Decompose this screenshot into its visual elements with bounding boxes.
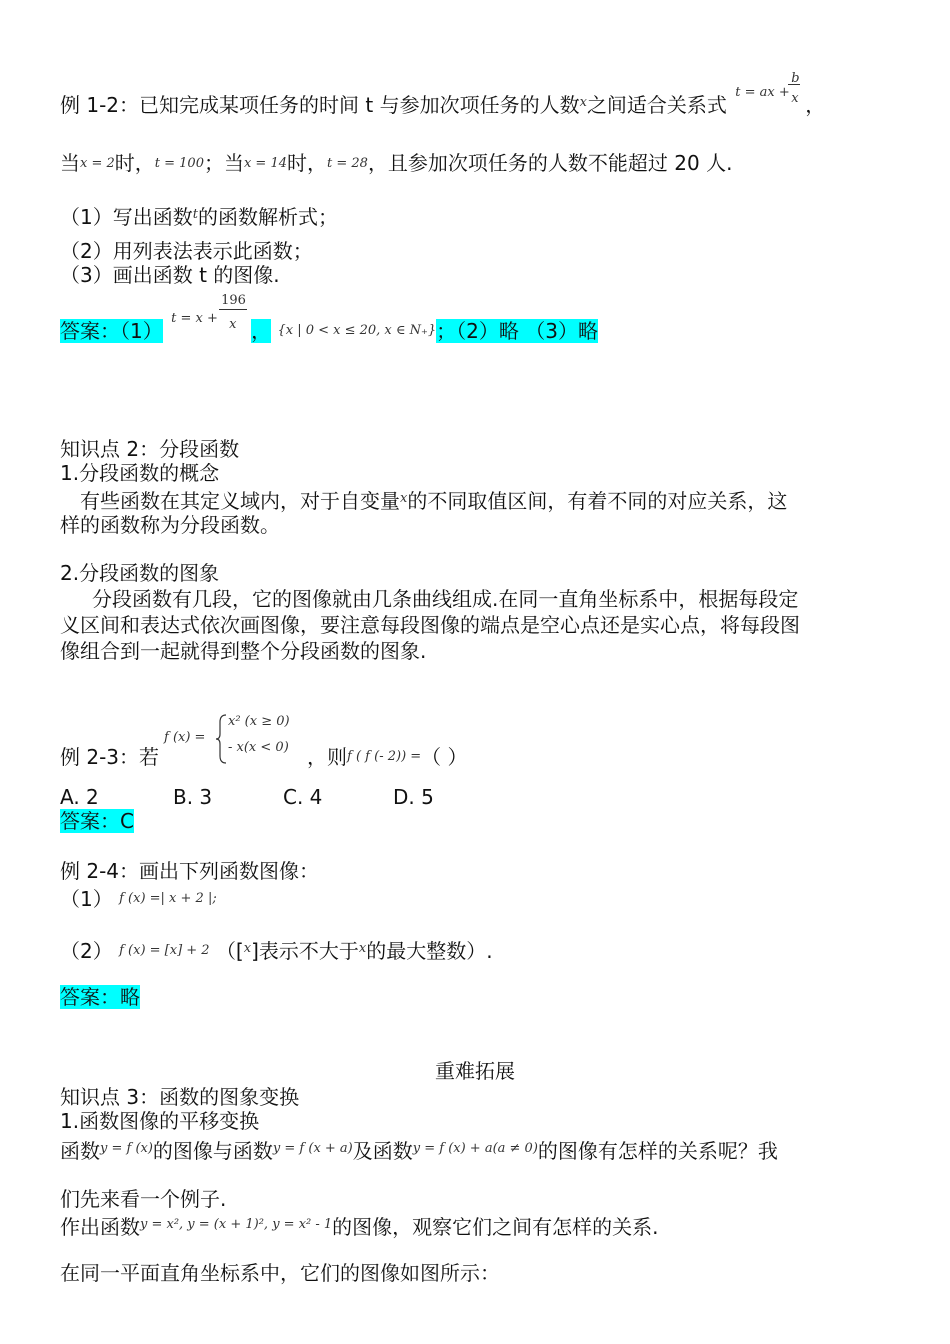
kp2-s1b: 的不同取值区间，有着不同的对应关系，这	[407, 489, 788, 513]
ex24-part1	[60, 886, 217, 912]
kp3-l1d: 的图像有怎样的关系呢？我	[537, 1139, 778, 1163]
ex12-l2d: 时，	[287, 151, 327, 175]
kp3-s1-title: 1.函数图像的平移变换	[60, 1109, 260, 1133]
kp3-line4: 在同一平面直角坐标系中，它们的图像如图所示：	[60, 1261, 500, 1285]
kp3-title: 知识点 3：函数的图象变换	[60, 1085, 300, 1109]
kp3-l1c: 及函数	[352, 1139, 413, 1163]
ex24-title: 例 2-4：画出下列函数图像：	[60, 859, 320, 883]
ex12-cond2: t = 100	[154, 156, 204, 171]
ex12-var-x: x	[579, 95, 587, 110]
kp2-s2-title: 2.分段函数的图象	[60, 561, 220, 585]
ex12-end: ，	[805, 93, 826, 117]
ex12-cond3: x = 14	[243, 156, 287, 171]
ex23-paren: （ ）	[421, 745, 468, 769]
ex12-formula-num: b	[791, 71, 800, 86]
ex23-then: ，则	[307, 745, 348, 769]
ex12-formula	[733, 71, 805, 112]
ex12-answer-formula	[169, 293, 251, 338]
kp3-l1-f1: y = f (x)	[100, 1141, 153, 1156]
ex12-q3: （3）画出函数 t 的图像.	[60, 263, 280, 287]
ex24-part2	[60, 936, 493, 964]
kp3-l3b: 的图像，观察它们之间有怎样的关系.	[332, 1215, 659, 1239]
ex24-p2c: 的最大整数）.	[366, 939, 493, 963]
kp3-l1-f3: y = f (x) + a(a ≠ 0)	[412, 1141, 538, 1156]
ex12-q2: （2）用列表法表示此函数；	[60, 239, 313, 263]
ex12-l2a: 当	[60, 151, 80, 175]
ex12-q1	[60, 202, 338, 230]
ex12-formula-den: x	[791, 91, 799, 106]
ex12-answer	[60, 293, 598, 344]
ex23-option-b: B. 3	[173, 785, 213, 809]
ex12-line1	[60, 71, 826, 118]
kp2-s1-title: 1.分段函数的概念	[60, 461, 220, 485]
ex12-prefix: 例 1-2：已知完成某项任务的时间 t 与参加次项任务的人数	[60, 93, 580, 117]
section-heading: 重难拓展	[435, 1059, 515, 1083]
ex24-answer: 答案：略	[60, 985, 140, 1009]
kp2-s1a: 有些函数在其定义域内，对于自变量	[80, 489, 400, 513]
ex23-case1: x² (x ≥ 0)	[228, 714, 290, 729]
ex24-p1-formula: f (x) =| x + 2 |;	[119, 891, 217, 906]
ex12-cond4: t = 28	[327, 156, 368, 171]
ex12-l2b: 时，	[114, 151, 155, 175]
kp2-s2-line3: 像组合到一起就得到整个分段函数的图象.	[60, 639, 427, 663]
ex24-p2-formula: f (x) = [x] + 2	[119, 943, 210, 958]
ex23-case2: - x(x < 0)	[228, 740, 289, 755]
ex12-answer-domain: {x | 0 < x ≤ 20, x ∈ N₊}	[277, 323, 437, 338]
kp3-line1	[60, 1136, 778, 1164]
ex12-answer-num: 196	[221, 293, 246, 308]
kp2-s1-line1	[80, 486, 787, 514]
ex23-option-c: C. 4	[283, 785, 323, 809]
ex12-q1-t: t	[192, 207, 198, 222]
kp2-s1-x: x	[400, 491, 408, 506]
ex12-formula-lhs: t = ax +	[735, 85, 790, 100]
ex24-p2-x: x	[243, 941, 252, 956]
ex23-expr: f ( f (- 2)) =	[347, 749, 422, 764]
ex12-answer-label: 答案：（1）	[60, 319, 163, 343]
kp2-s2-line2: 义区间和表达式依次画图像，要注意每段图像的端点是空心点还是实心点，将每段图	[60, 613, 800, 637]
ex12-q1b: 的函数解析式；	[197, 205, 338, 229]
ex12-answer-den: x	[229, 317, 237, 332]
ex23-f-lhs: f (x) =	[164, 730, 206, 745]
ex23-line	[60, 744, 468, 770]
kp3-l1b: 的图像与函数	[152, 1139, 273, 1163]
ex23-option-d: D. 5	[393, 785, 434, 809]
ex24-p1-label: （1）	[60, 887, 113, 911]
ex23-option-a: A. 2	[60, 785, 99, 809]
ex24-p2b: ]表示不大于	[251, 939, 359, 963]
ex12-l2e: ，且参加次项任务的人数不能超过 20 人.	[367, 151, 733, 175]
ex12-answer-comma: ，	[251, 319, 272, 343]
ex24-p2-label: （2）	[60, 939, 113, 963]
ex24-p2a: （[	[215, 939, 244, 963]
ex12-cond1: x = 2	[80, 156, 115, 171]
kp3-l3a: 作出函数	[60, 1215, 140, 1239]
ex12-line2	[60, 150, 732, 177]
ex12-answer-rest: ；（2）略 （3）略	[436, 319, 598, 343]
kp3-line2: 们先来看一个例子.	[60, 1187, 227, 1211]
kp2-s2-line1: 分段函数有几段，它的图像就由几条曲线组成.在同一直角坐标系中，根据每段定	[92, 587, 799, 611]
ex12-frac-bar	[788, 84, 800, 85]
kp3-l1a: 函数	[60, 1139, 100, 1163]
kp3-l1-f2: y = f (x + a)	[272, 1141, 353, 1156]
ex12-l2c: ；当	[203, 151, 244, 175]
ex24-p2-x2: x	[358, 941, 367, 956]
kp2-s1-line2: 样的函数称为分段函数。	[60, 513, 280, 537]
kp3-l3-formula: y = x², y = (x + 1)², y = x² - 1	[140, 1217, 333, 1232]
ex23-answer: 答案：C	[60, 809, 134, 833]
kp2-title: 知识点 2：分段函数	[60, 437, 240, 461]
ex12-mid: 之间适合关系式	[586, 93, 727, 117]
ex12-q1a: （1）写出函数	[60, 205, 193, 229]
kp3-line3	[60, 1212, 659, 1240]
ex12-answer-frac-bar	[219, 309, 247, 310]
ex23-prefix: 例 2-3：若	[60, 745, 160, 769]
ex12-answer-lhs: t = x +	[171, 311, 218, 326]
